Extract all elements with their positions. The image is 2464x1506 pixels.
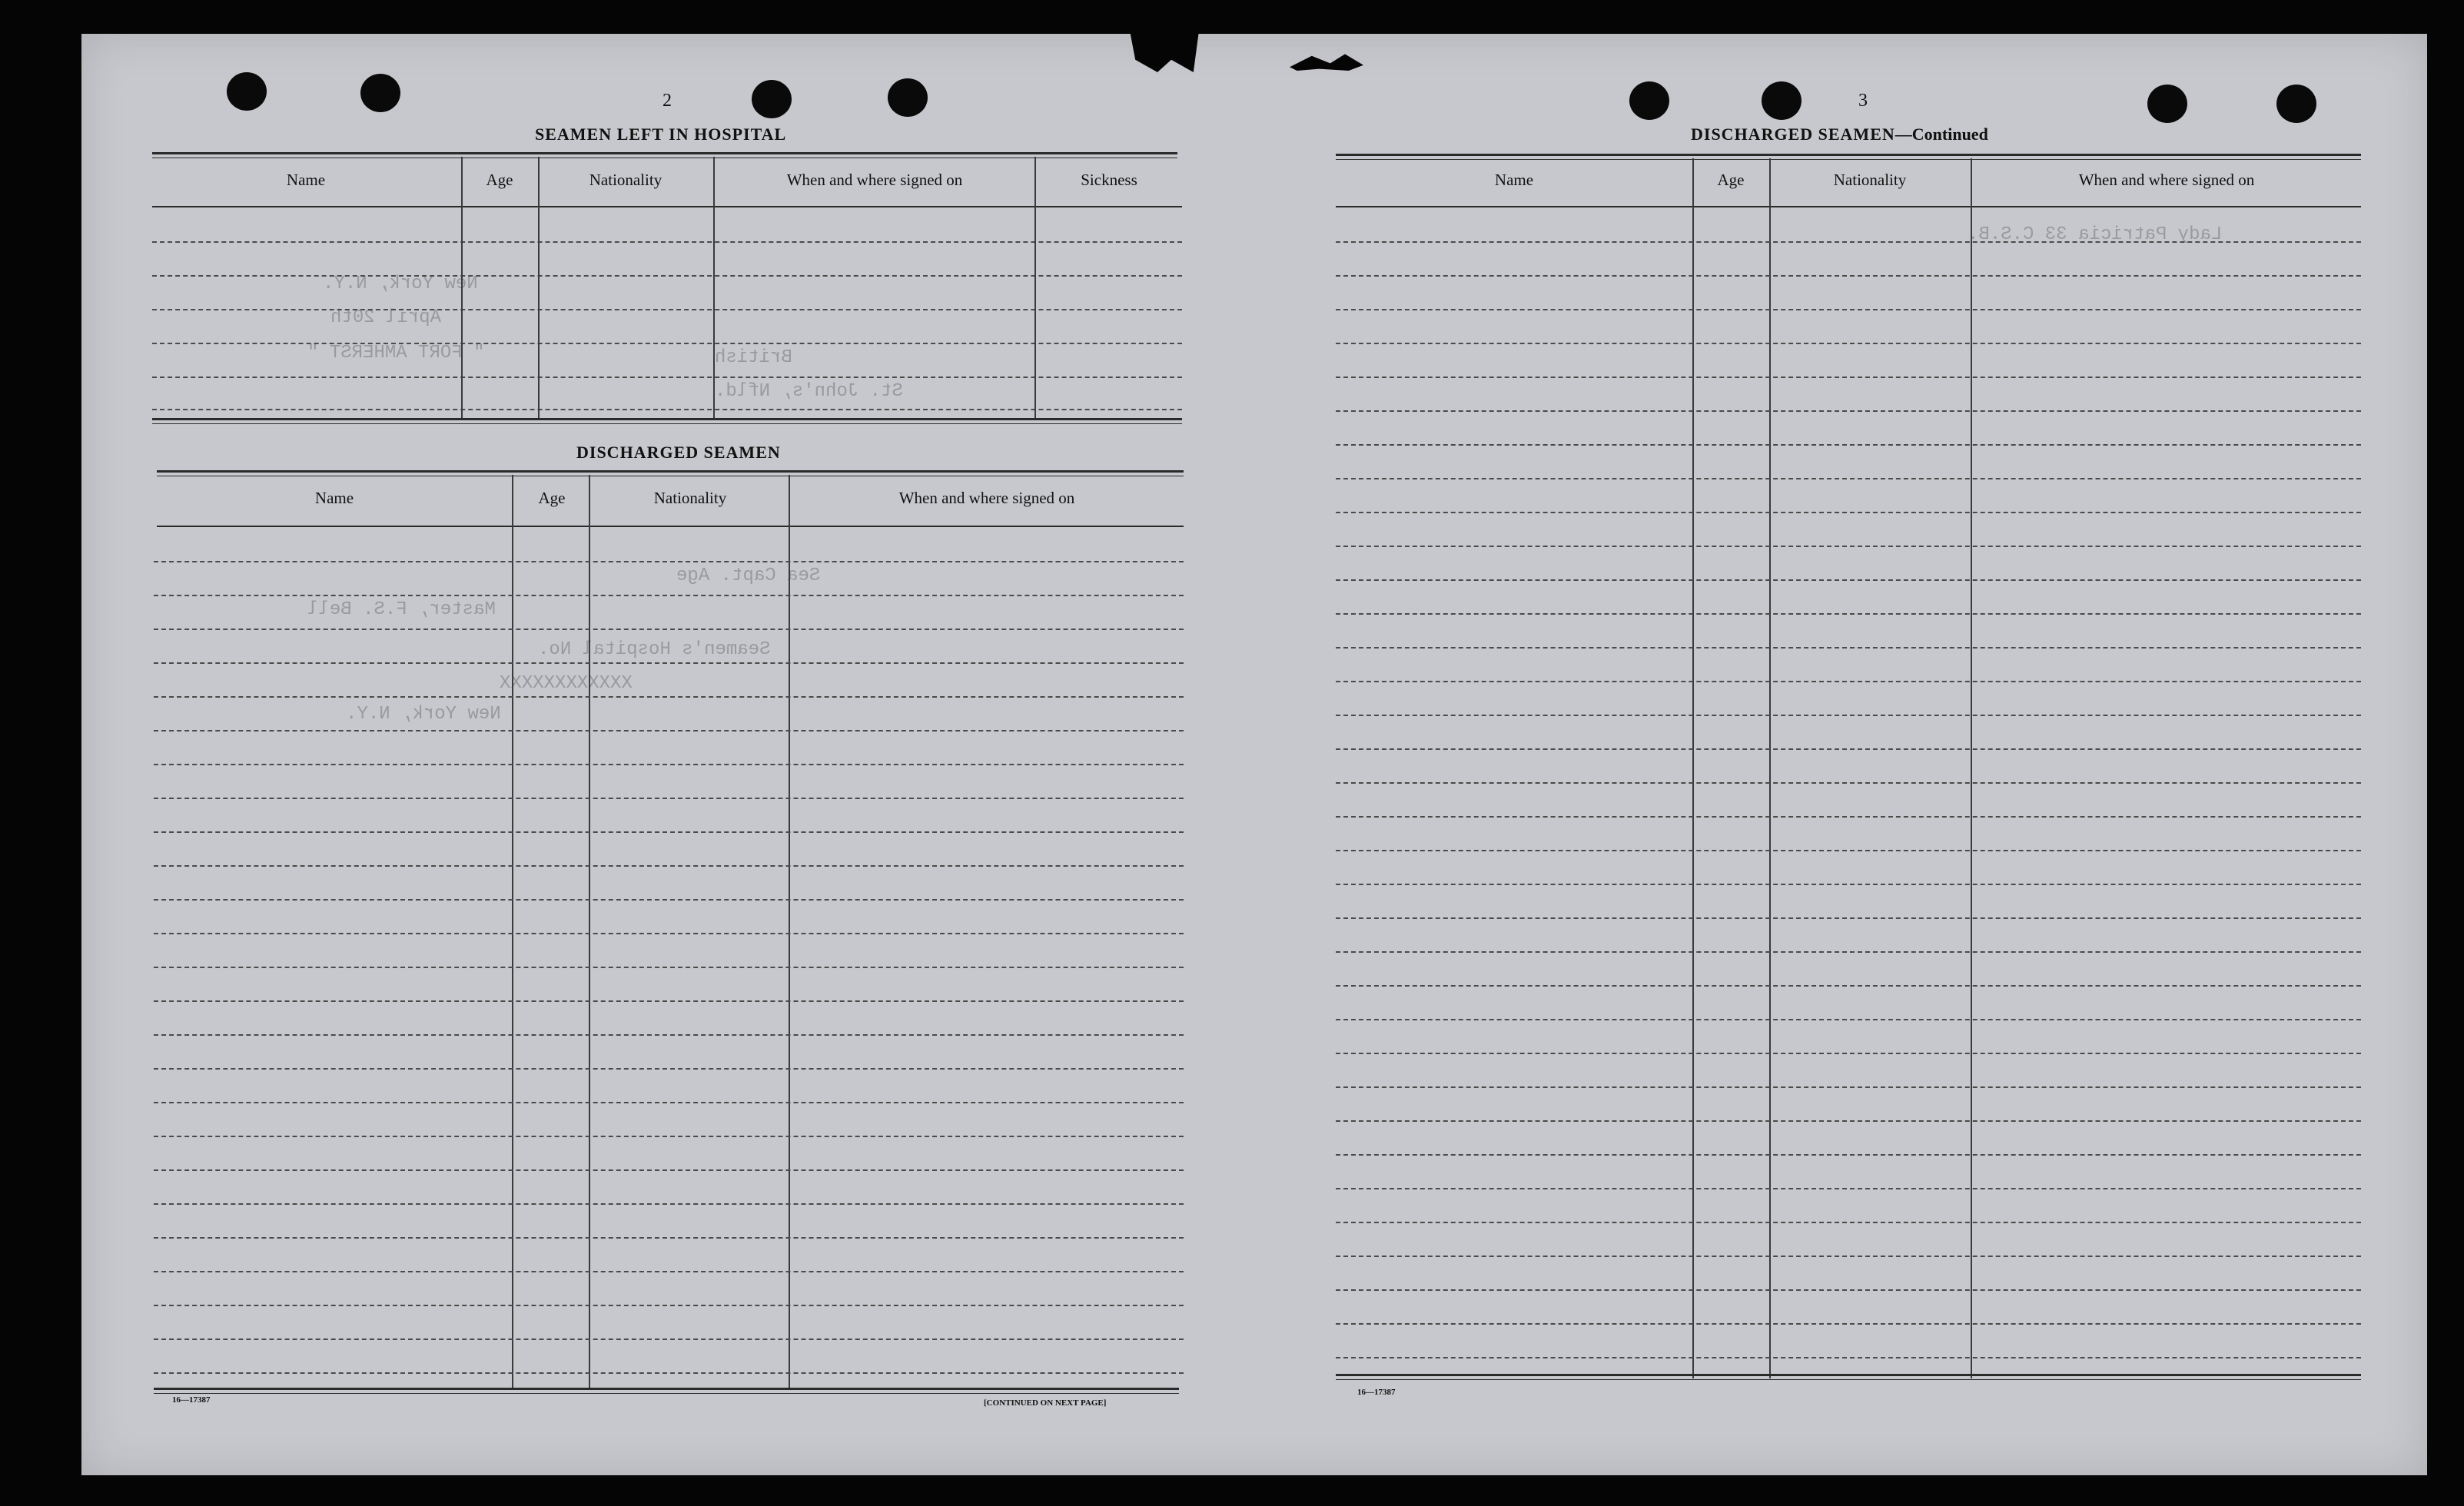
show-through-text: Sea Capt. Age	[676, 566, 821, 586]
header-rule	[1336, 154, 2361, 160]
row-line	[1336, 1222, 2361, 1223]
column-header: Nationality	[653, 489, 727, 507]
row-line	[154, 1034, 1184, 1036]
row-line	[154, 1000, 1184, 1002]
table-bottom-rule	[1336, 1374, 2361, 1380]
row-line	[154, 1372, 1184, 1374]
row-line	[154, 1271, 1184, 1272]
column-header: Name	[314, 489, 354, 507]
column-header: Nationality	[589, 171, 662, 189]
row-line	[152, 376, 1182, 378]
row-line	[154, 1136, 1184, 1137]
row-line	[1336, 715, 2361, 716]
column-divider	[1769, 158, 1771, 1378]
row-line	[1336, 1086, 2361, 1088]
header-rule	[152, 152, 1177, 158]
section-title: SEAMEN LEFT IN HOSPITAL	[535, 124, 787, 144]
punch-hole	[1629, 81, 1669, 120]
show-through-text: British	[715, 347, 792, 368]
row-line	[154, 899, 1184, 901]
page-number: 2	[662, 91, 672, 111]
row-line	[154, 629, 1184, 630]
row-line	[1336, 748, 2361, 750]
row-line	[1336, 1357, 2361, 1358]
column-divider	[461, 157, 463, 418]
row-line	[1336, 275, 2361, 277]
column-divider	[789, 475, 790, 1389]
row-line	[1336, 1019, 2361, 1020]
row-line	[1336, 1188, 2361, 1189]
column-header: Name	[1494, 171, 1534, 189]
row-line	[1336, 884, 2361, 885]
column-divider	[1034, 157, 1036, 418]
row-line	[152, 343, 1182, 344]
header-underline	[157, 526, 1184, 527]
row-line	[154, 1102, 1184, 1103]
row-line	[152, 409, 1182, 410]
section-title-suffix: —Continued	[1894, 124, 1988, 144]
punch-hole	[888, 78, 928, 117]
row-line	[1336, 410, 2361, 412]
row-line	[1336, 546, 2361, 547]
header-underline	[1336, 206, 2361, 207]
row-line	[1336, 1120, 2361, 1122]
row-line	[1336, 1053, 2361, 1054]
row-line	[154, 1068, 1184, 1070]
show-through-text: April 20th	[330, 307, 442, 328]
row-line	[1336, 647, 2361, 649]
section-title: DISCHARGED SEAMEN	[576, 443, 781, 462]
punch-hole	[227, 72, 267, 111]
column-header: Nationality	[1833, 171, 1907, 189]
show-through-text: " FORT AMHERST "	[307, 343, 485, 363]
form-number: 16—17387	[172, 1395, 211, 1405]
header-underline	[152, 206, 1182, 207]
column-header: Age	[1717, 171, 1745, 189]
row-line	[1336, 1323, 2361, 1325]
section-title-main: DISCHARGED SEAMEN	[1691, 124, 1895, 144]
table-bottom-rule	[152, 418, 1182, 424]
show-through-text: XXXXXXXXXXXX	[500, 673, 633, 694]
show-through-text: Lady Patricia 33 C.S.B.	[1968, 224, 2223, 245]
row-line	[154, 561, 1184, 562]
row-line	[154, 1237, 1184, 1239]
row-line	[154, 696, 1184, 698]
form-number: 16—17387	[1357, 1388, 1396, 1397]
column-header: Age	[538, 489, 566, 507]
row-line	[1336, 951, 2361, 953]
row-line	[154, 1305, 1184, 1306]
row-line	[1336, 985, 2361, 987]
row-line	[154, 865, 1184, 867]
column-divider	[589, 475, 590, 1389]
show-through-text: New York, N.Y.	[323, 274, 478, 294]
row-line	[1336, 1289, 2361, 1291]
column-header: Sickness	[1081, 171, 1137, 189]
punch-hole	[2147, 85, 2187, 123]
section-title	[1691, 124, 1988, 144]
row-line	[152, 275, 1182, 277]
header-rule	[157, 470, 1184, 476]
column-divider	[538, 157, 540, 418]
page-number: 3	[1858, 91, 1868, 111]
row-line	[1336, 241, 2361, 243]
row-line	[1336, 1256, 2361, 1257]
row-line	[1336, 850, 2361, 851]
row-line	[1336, 1154, 2361, 1156]
punch-hole	[1762, 81, 1802, 120]
row-line	[1336, 478, 2361, 479]
column-header: When and where signed on	[786, 171, 963, 189]
column-header: When and where signed on	[898, 489, 1075, 507]
row-line	[154, 1169, 1184, 1171]
column-divider	[512, 475, 513, 1389]
document-spread	[81, 34, 2427, 1475]
column-divider	[713, 157, 715, 418]
row-line	[154, 764, 1184, 765]
table-bottom-rule	[154, 1388, 1179, 1394]
row-line	[1336, 309, 2361, 310]
punch-hole	[2276, 85, 2316, 123]
row-line	[1336, 579, 2361, 581]
row-line	[1336, 613, 2361, 615]
row-line	[154, 831, 1184, 833]
show-through-text: St. John's, Nfld.	[715, 381, 903, 402]
row-line	[1336, 444, 2361, 446]
show-through-text: Master, F.S. Bell	[307, 599, 496, 620]
row-line	[1336, 376, 2361, 378]
row-line	[154, 730, 1184, 731]
row-line	[1336, 343, 2361, 344]
row-line	[1336, 917, 2361, 919]
column-header: Age	[486, 171, 513, 189]
column-header: Name	[286, 171, 326, 189]
row-line	[1336, 816, 2361, 818]
row-line	[1336, 782, 2361, 784]
column-divider	[1692, 158, 1694, 1378]
row-line	[1336, 512, 2361, 513]
row-line	[154, 798, 1184, 799]
row-line	[1336, 681, 2361, 682]
column-divider	[1971, 158, 1972, 1378]
punch-hole	[752, 80, 792, 118]
show-through-text: Seamen's Hospital No.	[538, 639, 771, 660]
row-line	[154, 1203, 1184, 1205]
row-line	[154, 662, 1184, 664]
continued-note: [CONTINUED ON NEXT PAGE]	[984, 1398, 1107, 1408]
row-line	[154, 933, 1184, 934]
row-line	[152, 309, 1182, 310]
punch-hole	[360, 74, 400, 112]
row-line	[154, 1338, 1184, 1340]
row-line	[154, 595, 1184, 596]
row-line	[152, 241, 1182, 243]
row-line	[154, 967, 1184, 968]
column-header: When and where signed on	[2078, 171, 2255, 189]
show-through-text: New York, N.Y.	[346, 704, 501, 725]
